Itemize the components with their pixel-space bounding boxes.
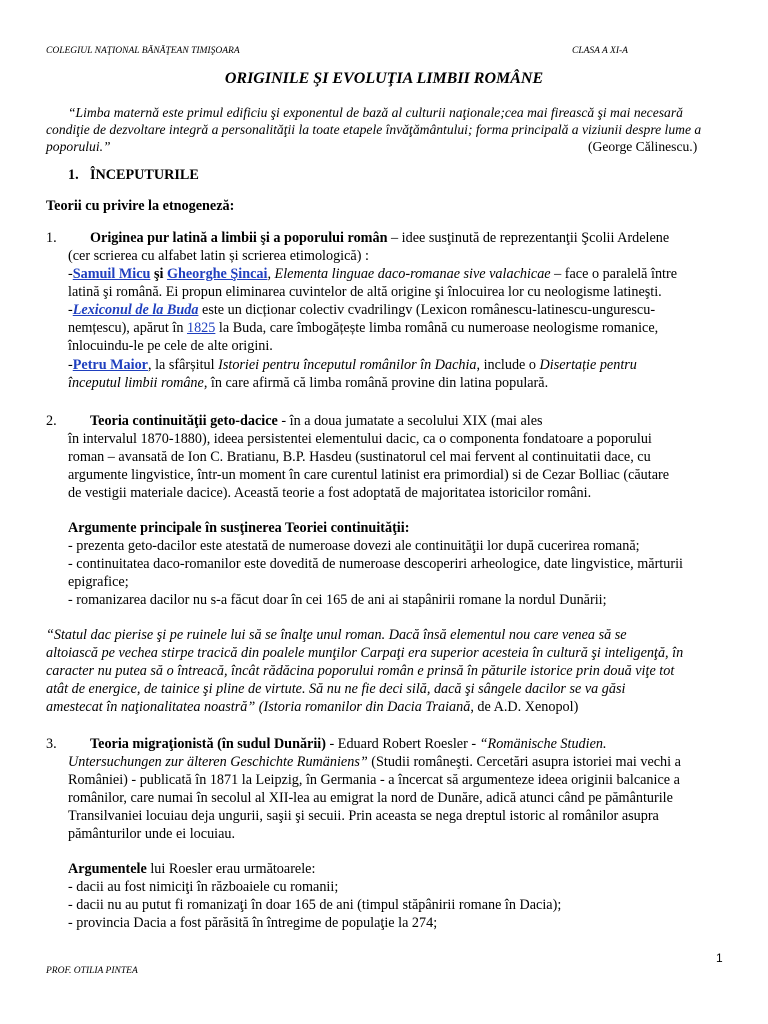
- item-3-line-3: României) - publicată în 1871 la Leipzig, în Germania - a încercat să argumenteze ideea originii balcanice a: [68, 772, 680, 788]
- work-title: Istoriei pentru începutul românilor în Dachia: [218, 357, 477, 373]
- text: , la sfârșitul: [147, 357, 219, 373]
- item-3-line-6: pământurilor unde ei locuiau.: [68, 826, 236, 842]
- argument-3: - romanizarea dacilor nu s-a făcut doar în cei 165 de ani ai stapânirii romane la nordul Dunării;: [68, 592, 607, 608]
- motto-author: (George Călinescu.): [588, 139, 698, 154]
- link-text: Petru Maior: [72, 357, 148, 373]
- item-1-text: – idee susţinută de reprezentanţii Şcolii Ardelene: [387, 230, 670, 246]
- motto-line-1: “Limba maternă este primul edificiu şi exponentul de bază al culturii naţionale;cea mai firească şi mai necesară: [68, 105, 683, 120]
- item-3-line-4: românilor, care numai în secolul al XII-lea au emigrat la nord de Dunăre, adică atunci când pe pământurile: [68, 790, 673, 806]
- item-2-line-5: de vestigii materiale dacice). Această teorie a fost adoptată de majoritatea istoricilor români.: [68, 485, 592, 501]
- roesler-argument-1: - dacii au fost nimiciţi în războaiele cu romanii;: [68, 879, 339, 895]
- item-1-line-2: (cer scrierea cu alfabet latin și scrierea etimologică) :: [68, 248, 369, 264]
- quote-text: amestecat în naţionalitatea noastră” (: [46, 699, 264, 715]
- link-1825[interactable]: 1825: [186, 320, 216, 336]
- footer-author: PROF. OTILIA PINTEA: [46, 966, 138, 976]
- text: Eduard Robert Roesler -: [337, 736, 480, 752]
- header-school: COLEGIUL NAŢIONAL BĂNĂŢEAN TIMIŞOARA: [46, 46, 240, 56]
- dash: -: [325, 736, 338, 752]
- work-title: Disertație pentru: [539, 357, 637, 373]
- dash: -: [68, 357, 73, 373]
- subtitle-etnogeneza: Teorii cu privire la etnogeneză:: [46, 198, 235, 214]
- header-class: CLASA A XI-A: [572, 46, 628, 56]
- item-1-line-4: latină şi română. Ei propun eliminarea cuvintelor de altă origine şi înlocuirea lor cu neologisme latineşti.: [68, 284, 662, 300]
- item-3-number: 3.: [46, 736, 57, 752]
- dash: -: [68, 266, 73, 282]
- item-2-line-4: argumente lingvistice, într-un moment în care curentul latinist era primordial) si de Cezar Bolliac (căutare: [68, 467, 670, 483]
- text: , în care afirmă că limba română provine din latina populară.: [203, 375, 549, 391]
- argument-2: - continuitatea daco-romanilor este dovedită de numeroase descoperiri arheologice, date lingvistice, mărturii: [68, 556, 683, 572]
- item-1-heading: Originea pur latină a limbii şi a poporului român: [90, 230, 388, 246]
- conjunction: şi: [150, 266, 167, 282]
- quote-line-5: [46, 698, 578, 716]
- link-lexiconul-de-la-buda[interactable]: [73, 302, 199, 318]
- link-samuil-micu[interactable]: [73, 266, 151, 282]
- roesler-arguments-heading: [68, 860, 315, 878]
- motto-line-3: poporului.”: [46, 139, 111, 154]
- item-2-line-3: roman – avansată de Ion C. Bratianu, B.P. Hasdeu (sustinatorul cel mai fervent al continuitatii dace, cu: [68, 449, 651, 465]
- item-1-line-7: înlocuindu-le pe cele de alte origini.: [68, 338, 273, 354]
- item-1-line-8: [68, 356, 637, 374]
- text: (Studii româneşti. Cercetări asupra istoriei mai vechi a: [367, 754, 681, 770]
- work-title: Untersuchungen zur älteren Geschichte Rumäniens”: [68, 754, 368, 770]
- item-3-line-2: [68, 753, 681, 771]
- work-title: Istoria romanilor din Dacia Traiană: [263, 699, 471, 715]
- quote-line-3: caracter nu putea să o întreacă, încât rădăcina poporului român e prinsă în păturile istorice prin două viţe tot: [46, 663, 675, 679]
- link-petru-maior[interactable]: [73, 357, 148, 373]
- page-number: 1: [716, 951, 723, 965]
- arguments-heading: Argumente principale în susţinerea Teoriei continuităţii:: [68, 520, 410, 536]
- argument-2-cont: epigrafice;: [68, 574, 129, 590]
- section-number: 1.: [68, 167, 79, 183]
- work-title: “Romänische Studien.: [479, 736, 607, 752]
- work-title: Elementa linguae daco-romanae sive valachicae: [274, 266, 551, 282]
- link-text: Gheorghe Şincai: [166, 266, 268, 282]
- item-1-line-9: [68, 374, 548, 392]
- quote-line-1: “Statul dac pierise şi pe ruinele lui să se înalţe unul roman. Dacă însă elementul nou care venea să se: [46, 627, 627, 643]
- text: la Buda, care îmbogățește limba română cu numeroase neologisme romanice,: [215, 320, 659, 336]
- argument-1: - prezenta geto-dacilor este atestată de numeroase dovezi ale continuităţii lor după cucerirea romană;: [68, 538, 640, 554]
- text: nemțescu), apărut în: [68, 320, 187, 336]
- item-1-line-5: [68, 301, 655, 319]
- item-2-number: 2.: [46, 413, 57, 429]
- item-1-line-3: [68, 265, 677, 283]
- comma: ,: [267, 266, 275, 282]
- item-1-line-6: [68, 319, 658, 337]
- link-gheorghe-sincai[interactable]: [167, 266, 268, 282]
- item-2-line-2: în intervalul 1870-1880), ideea persistentei elementului dacic, ca o componenta fondatoare a poporului: [68, 431, 652, 447]
- text: lui Roesler erau următoarele:: [146, 861, 316, 877]
- item-1-number: 1.: [46, 230, 57, 246]
- roesler-argument-3: - provincia Dacia a fost părăsită în întregime de populaţie la 274;: [68, 915, 438, 931]
- text: – face o paralelă între: [550, 266, 678, 282]
- text: este un dicționar colectiv cvadrilingv (Lexicon românescu-latinescu-ungurescu-: [198, 302, 656, 318]
- link-text: Lexiconul de la Buda: [72, 302, 199, 318]
- item-3-line-1: [90, 735, 607, 753]
- work-title: începutul limbii române: [68, 375, 204, 391]
- item-3-heading: Teoria migraţionistă (în sudul Dunării): [90, 736, 326, 752]
- quote-line-2: altoiască pe vechea stirpe tracică din poalele munţilor Carpaţi era superior acesteia în cultură şi inteligenţă, în: [46, 645, 684, 661]
- roesler-argument-2: - dacii nu au putut fi romanizaţi în doar 165 de ani (timpul stăpânirii romane în Dacia);: [68, 897, 562, 913]
- link-text: Samuil Micu: [72, 266, 151, 282]
- quote-line-4: atât de energice, de tainice şi pline de virtute. Să nu ne fie deci silă, dacă şi sângele dacilor se va găsi: [46, 681, 626, 697]
- bold-text: Argumentele: [68, 861, 147, 877]
- item-2-line-1: [90, 412, 543, 430]
- item-2-heading: Teoria continuităţii geto-dacice: [90, 413, 278, 429]
- dash: -: [68, 302, 73, 318]
- motto-line-2: condiţie de dezvoltare integră a personalităţii la toate etapele învăţământului; forma principală a viziunii despre lume a: [46, 122, 702, 137]
- text: , de A.D. Xenopol): [470, 699, 579, 715]
- item-1-line-1: [90, 229, 669, 247]
- text: , include o: [476, 357, 540, 373]
- item-3-line-5: Transilvaniei locuiau deja ungurii, saşii şi secuii. Prin aceasta se nega dreptul istoric al românilor asupra: [68, 808, 659, 824]
- text: - în a doua jumatate a secolului XIX (mai ales: [277, 413, 543, 429]
- page-title: ORIGINILE ŞI EVOLUŢIA LIMBII ROMÂNE: [224, 70, 544, 87]
- section-title: ÎNCEPUTURILE: [90, 167, 199, 183]
